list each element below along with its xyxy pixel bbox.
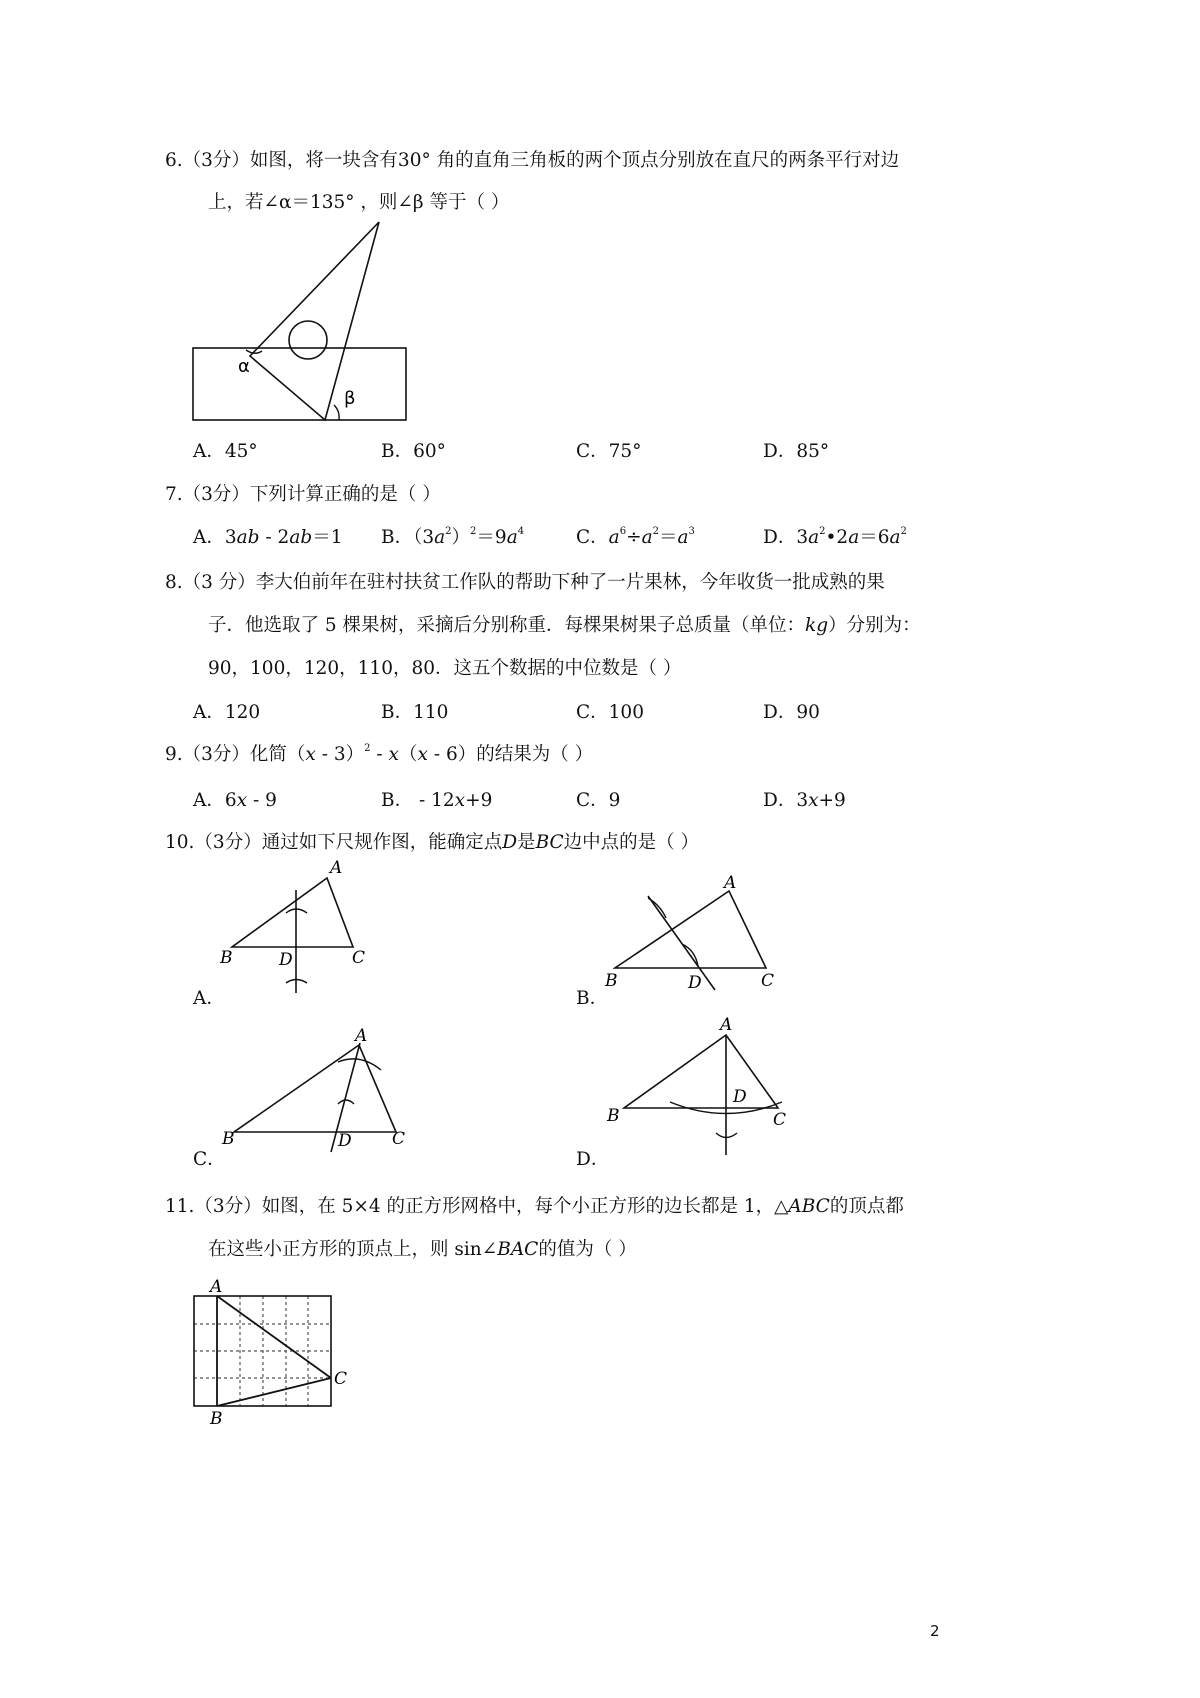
label-c-a: C bbox=[352, 948, 366, 968]
label-d-d: D bbox=[733, 1087, 747, 1107]
q8-option-a: A．120 bbox=[193, 702, 261, 723]
q8-option-b: B．110 bbox=[381, 702, 449, 723]
q8-option-c: C．100 bbox=[576, 702, 644, 723]
label-d-c: D bbox=[338, 1131, 352, 1151]
q6-line1: 6.（3分）如图，将一块含有30° 角的直角三角板的两个顶点分别放在直尺的两条平行对边 bbox=[165, 150, 900, 171]
label-b-b: B bbox=[605, 971, 618, 991]
q11-line1: 11.（3分）如图，在 5×4 的正方形网格中，每个小正方形的边长都是 1，△ABC的顶点都 bbox=[165, 1196, 904, 1217]
side-bc bbox=[217, 1378, 331, 1406]
label-a-c: A bbox=[355, 1026, 368, 1046]
q7-option-c: C．$a^6\div a^2=a^3$ bbox=[576, 526, 695, 548]
beta-label: β bbox=[344, 388, 356, 409]
q9-option-a: A．6x - 9 bbox=[193, 790, 277, 811]
page-number: 2 bbox=[930, 1622, 940, 1640]
label-d-a: D bbox=[279, 950, 293, 970]
q10-option-c: C． bbox=[193, 1149, 226, 1170]
label-d-b: D bbox=[688, 973, 702, 993]
grid-lines bbox=[194, 1296, 331, 1406]
label-c-d: C bbox=[773, 1110, 787, 1130]
q9-stem: 9.（3分）化简（x - 3）$^2$ - x（x - 6）的结果为（ ） bbox=[165, 743, 594, 765]
label-a: A bbox=[210, 1277, 223, 1297]
q10-option-b: B． bbox=[576, 988, 609, 1009]
label-b-c: B bbox=[222, 1129, 235, 1149]
q6-option-b: B．60° bbox=[381, 441, 446, 462]
q10-stem: 10.（3分）通过如下尺规作图，能确定点D是BC边中点的是（ ） bbox=[165, 832, 700, 853]
q6-option-c: C．75° bbox=[576, 441, 642, 462]
q8-line3: 90，100，120，110，80．这五个数据的中位数是（ ） bbox=[208, 658, 682, 679]
q9-option-d: D．3x+9 bbox=[763, 790, 846, 811]
label-b: B bbox=[210, 1409, 223, 1429]
label-a-b: A bbox=[724, 873, 737, 893]
q6-line2: 上，若∠α＝135° ，则∠β 等于（ ） bbox=[208, 192, 510, 213]
q10-option-d: D． bbox=[576, 1149, 610, 1170]
label-a-d: A bbox=[720, 1015, 733, 1035]
side-ac bbox=[217, 1296, 331, 1378]
q8-option-d: D．90 bbox=[763, 702, 820, 723]
q11-line2: 在这些小正方形的顶点上，则 sin∠BAC的值为（ ） bbox=[208, 1239, 637, 1260]
q6-option-d: D．85° bbox=[763, 441, 830, 462]
q7-stem: 7.（3分）下列计算正确的是（ ） bbox=[165, 484, 441, 505]
q9-option-b: B． - 12x+9 bbox=[381, 790, 493, 811]
q7-option-a: A．3ab - 2ab＝1 bbox=[193, 527, 343, 548]
q8-line1: 8.（3 分）李大伯前年在驻村扶贫工作队的帮助下种了一片果林，今年收货一批成熟的果 bbox=[165, 572, 885, 593]
q7-option-d: D．$3a^2•2a=6a^2$ bbox=[763, 526, 907, 548]
q7-option-b: B．$(3a^2)^2=9a^4$ bbox=[381, 526, 525, 548]
label-c-b: C bbox=[761, 971, 775, 991]
q9-option-c: C．9 bbox=[576, 790, 621, 811]
alpha-label: α bbox=[238, 356, 250, 377]
q6-option-a: A．45° bbox=[193, 441, 258, 462]
label-b-a: B bbox=[220, 948, 233, 968]
label-c: C bbox=[334, 1369, 348, 1389]
label-a-a: A bbox=[330, 858, 343, 878]
label-c-c: C bbox=[392, 1129, 406, 1149]
q10-option-a: A． bbox=[193, 988, 225, 1009]
label-b-d: B bbox=[607, 1106, 620, 1126]
q8-line2: 子．他选取了 5 棵果树，采摘后分别称重．每棵果树果子总质量（单位：kg）分别为： bbox=[208, 615, 921, 636]
